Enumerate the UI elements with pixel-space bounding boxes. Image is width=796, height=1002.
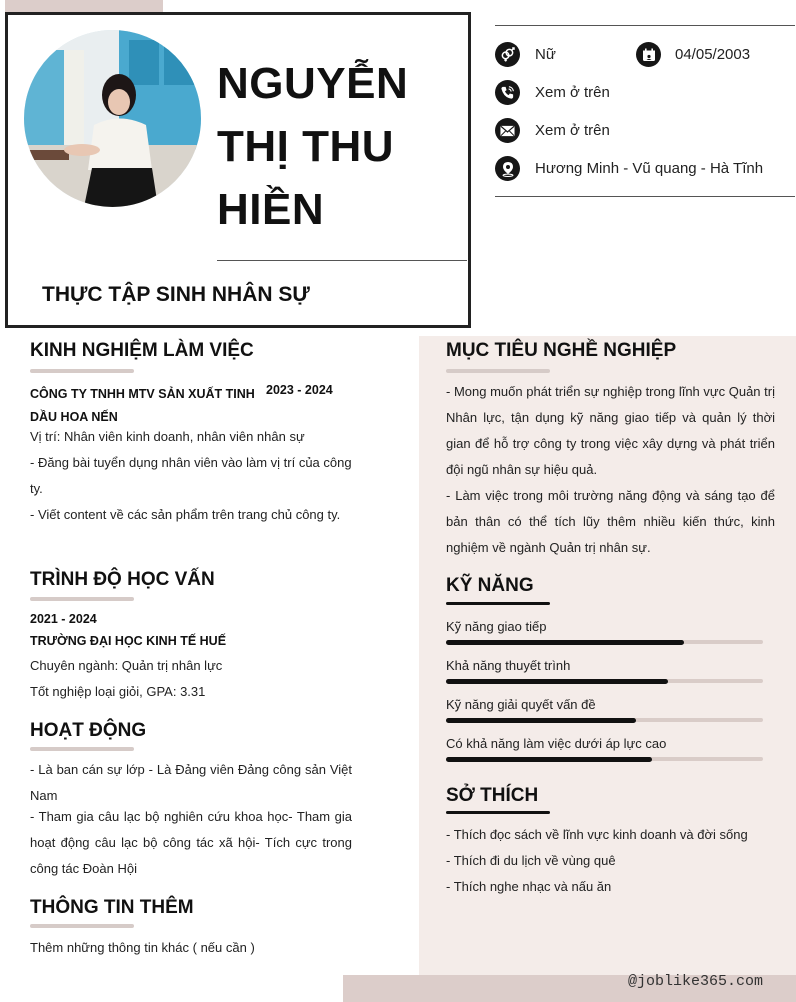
company-name-line-1: CÔNG TY TNHH MTV SẢN XUẤT TINH — [30, 387, 255, 401]
avatar — [24, 30, 201, 207]
company-name-line-2: DẦU HOA NẾN — [30, 410, 118, 424]
experience-underline — [30, 369, 134, 373]
skills-heading: KỸ NĂNG — [446, 575, 534, 596]
experience-position: Vị trí: Nhân viên kinh doanh, nhân viên nhân sự — [30, 429, 305, 444]
birthdate-value: 04/05/2003 — [675, 46, 751, 63]
extra-info-text: Thêm những thông tin khác ( nếu cần ) — [30, 940, 255, 955]
hobbies-underline — [446, 811, 550, 814]
watermark: @joblike365.com — [628, 973, 764, 990]
activities-underline — [30, 747, 134, 751]
school-name: TRƯỜNG ĐẠI HỌC KINH TẾ HUẾ — [30, 634, 227, 648]
skills-underline — [446, 602, 550, 605]
skill-bar-fill — [446, 757, 652, 762]
hobbies-heading: SỞ THÍCH — [446, 785, 539, 806]
skill-bar — [446, 718, 763, 722]
education-major: Chuyên ngành: Quản trị nhân lực — [30, 658, 223, 673]
company-name — [30, 383, 255, 429]
hobby-item: - Thích đi du lịch về vùng quê — [446, 853, 616, 868]
name-line-1: NGUYỄN — [217, 59, 409, 108]
phone-icon — [495, 80, 520, 105]
skill-label: Kỹ năng giao tiếp — [446, 619, 547, 634]
gender-icon — [495, 42, 520, 67]
skill-label: Có khả năng làm việc dưới áp lực cao — [446, 736, 667, 751]
hobby-item: - Thích đọc sách về lĩnh vực kinh doanh và đời sống — [446, 827, 748, 842]
hobby-item: - Thích nghe nhạc và nấu ăn — [446, 879, 612, 894]
contact-top-divider — [495, 25, 795, 26]
objective-heading: MỤC TIÊU NGHỀ NGHIỆP — [446, 340, 677, 361]
extra-info-heading: THÔNG TIN THÊM — [30, 897, 194, 918]
experience-period: 2023 - 2024 — [266, 383, 333, 397]
skill-bar-fill — [446, 640, 684, 645]
activity-item: - Là ban cán sự lớp - Là Đảng viên Đảng công sản Việt Nam — [30, 762, 352, 803]
education-heading: TRÌNH ĐỘ HỌC VẤN — [30, 569, 215, 590]
activities-heading: HOẠT ĐỘNG — [30, 720, 147, 741]
objective-paragraph: - Làm việc trong môi trường năng động và sáng tạo để bản thân có thể tích lũy thêm nhiều kiến thức, kinh nghiệm về ngành Quản trị nhân sự. — [446, 488, 775, 555]
skill-bar-fill — [446, 679, 668, 684]
skill-label: Khả năng thuyết trình — [446, 658, 571, 673]
skill-bar-fill — [446, 718, 636, 723]
experience-task: - Đăng bài tuyển dụng nhân viên vào làm vị trí của công ty. — [30, 455, 352, 496]
skill-label: Kỹ năng giải quyết vấn đề — [446, 697, 596, 712]
experience-heading: KINH NGHIỆM LÀM VIỆC — [30, 340, 254, 361]
phone-value: Xem ở trên — [535, 84, 610, 101]
calendar-icon — [636, 42, 661, 67]
location-icon — [495, 156, 520, 181]
education-result: Tốt nghiệp loại giỏi, GPA: 3.31 — [30, 684, 206, 699]
gender-value: Nữ — [535, 46, 556, 63]
candidate-name — [217, 52, 462, 241]
skill-bar — [446, 757, 763, 761]
activity-item: - Tham gia câu lạc bộ nghiên cứu khoa học- Tham gia hoạt động câu lạc bộ công tác xã hội- Tích cực trong công tác Đoàn Hội — [30, 809, 352, 876]
education-underline — [30, 597, 134, 601]
name-divider — [217, 260, 467, 261]
email-value: Xem ở trên — [535, 122, 610, 139]
mail-icon — [495, 118, 520, 143]
job-title: THỰC TẬP SINH NHÂN SỰ — [42, 283, 310, 306]
extra-info-underline — [30, 924, 134, 928]
name-line-2: THỊ THU — [217, 122, 395, 171]
contact-bottom-divider — [495, 196, 795, 197]
address-value: Hương Minh - Vũ quang - Hà Tĩnh — [535, 160, 764, 177]
skill-bar — [446, 640, 763, 644]
name-line-3: HIỀN — [217, 185, 325, 234]
objective-paragraph: - Mong muốn phát triển sự nghiệp trong lĩnh vực Quản trị Nhân lực, tận dụng kỹ năng giao tiếp và quản lý thời gian để hỗ trợ công ty trong việc xây dựng và phát triển đội ngũ nhân sự hiệu quả. — [446, 384, 775, 477]
experience-task: - Viết content về các sản phẩm trên trang chủ công ty. — [30, 507, 341, 522]
skill-bar — [446, 679, 763, 683]
education-period: 2021 - 2024 — [30, 612, 97, 626]
objective-underline — [446, 369, 550, 373]
